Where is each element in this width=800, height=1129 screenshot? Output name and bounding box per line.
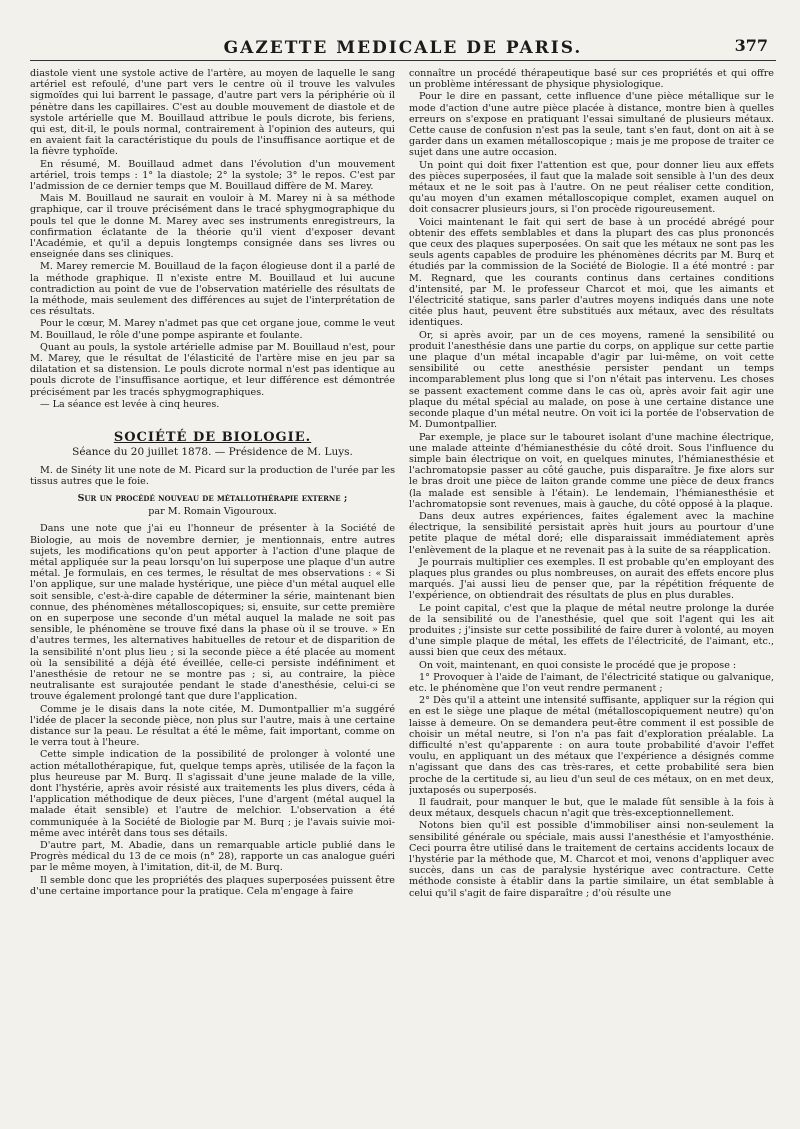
paragraph: Mais M. Bouillaud ne saurait en vouloir à M. Marey ni à sa méthode graphique, car il trouve précisément dans le tracé sphygmographique du pouls tel que le donne M. Marey avec ses instruments enregistreurs, la confirmation éclatante de la théorie qu'il vient d'exposer devant l'Académie, et qu'il a depuis longtemps consignée dans ses livres ou enseignée dans ses cliniques. [30, 193, 395, 261]
paragraph: Cette simple indication de la possibilité de prolonger à volonté une action métallothérapique, fut, quelque temps après, utilisée de la façon la plus heureuse par M. Burq. Il s'agissait d'une jeune malade de la ville, dont l'hystérie, après avoir résisté aux traitements les plus divers, céda à l'application méthodique de deux pièces, l'une d'argent (métal auquel la malade était sensible) et l'autre de melchior. L'observation a été communiquée à la Société de Biologie par M. Burq ; je l'avais suivie moi-même avec intérêt dans tous ses détails. [30, 749, 395, 839]
paragraph: diastole vient une systole active de l'artère, au moyen de laquelle le sang artériel est refoulé, d'une part vers le centre où il trouve les valvules sigmoïdes qui lui barrent le passage, d'autre part vers la périphérie où il pénètre dans les capillaires. C'est au double mouvement de diastole et de systole artérielle que M. Bouillaud attribue le pouls dicrote, bis feriens, qui est, dit-il, le pouls normal, contrairement à l'opinion des auteurs, qui en avaient fait la caractéristique du pouls de l'insuffisance aortique et de la fièvre typhoïde. [30, 68, 395, 158]
session-line: Séance du 20 juillet 1878. — Présidence de M. Luys. [72, 446, 353, 459]
paragraph: Le point capital, c'est que la plaque de métal neutre prolonge la durée de la sensibilité ou de l'anesthésie, quel que soit l'agent qui les ait produites ; j'insiste sur cette possibilité de faire durer à volonté, au moyen d'une simple plaque de métal, les effets de l'électricité, de l'aimant, etc., aussi bien que ceux des métaux. [409, 602, 774, 659]
paragraph: D'autre part, M. Abadie, dans un remarquable article publié dans le Progrès médical du 13 de ce mois (n° 28), rapporte un cas analogue guéri par le même moyen, à l'imitation, dit-il, de M. Burq. [30, 840, 395, 874]
paragraph: Pour le dire en passant, cette influence d'une pièce métallique sur le mode d'action d'une autre pièce placée à distance, montre bien à quelles erreurs on s'expose en pratiquant l'essai simultané de plusieurs métaux. Cette cause de confusion n'est pas la seule, tant s'en faut, dont on ait à se garder dans un examen métalloscopique ; mais je me propose de traiter ce sujet dans une autre occasion. [409, 91, 774, 159]
paragraph: Il faudrait, pour manquer le but, que le malade fût sensible à la fois à deux métaux, desquels chacun n'agit que très-exceptionnellement. [409, 797, 774, 820]
paragraph: — La séance est levée à cinq heures. [40, 398, 220, 410]
paragraph: En résumé, M. Bouillaud admet dans l'évolution d'un mouvement artériel, trois temps : 1° la diastole; 2° la systole; 3° le repos. C'est par l'admission de ce dernier temps que M. Bouillaud diffère de M. Marey. [30, 158, 395, 193]
paragraph: Dans deux autres expériences, faites également avec la machine électrique, la sensibilité persistait après huit jours au pourtour d'une petite plaque de métal doré; elle disparaissait immédiatement après l'enlèvement de la plaque et ne revenait pas à la suite de sa réapplication. [409, 510, 774, 556]
paragraph: Je pourrais multiplier ces exemples. Il est probable qu'en employant des plaques plus grandes ou plus nombreuses, on aurait des effets encore plus marqués. J'ai aussi lieu de penser que, par la répétition fréquente de l'expérience, on obtiendrait des résultats de plus en plus durables. [409, 556, 774, 602]
paragraph: Par exemple, je place sur le tabouret isolant d'une machine électrique, une malade atteinte d'hémianesthésie du côté droit. Sous l'influence du simple bain électrique on voit, en quelques minutes, l'hémianesthésie et l'achromatopsie passer au côté gauche, puis disparaître. Je fixe alors sur le bras droit une pièce de laiton grande comme une pièce de deux francs (la malade est sensible à l'étain). Le lendemain, l'hémianesthésie et l'achromatopsie sont revenues, mais à gauche, du côté opposé à la plaque. [409, 431, 774, 510]
article-subtitle: Sur un procédé nouveau de métallothérapie externe ; [77, 492, 348, 504]
page-header [30, 22, 776, 58]
paragraph: Voici maintenant le fait qui sert de base à un procédé abrégé pour obtenir des effets semblables et dans la plupart des cas plus prononcés que ceux des plaques superposées. On sait que les métaux ne sont pas les seuls agents capables de produire les phénomènes décrits par M. Burq et étudiés par la commission de la Société de Biologie. Il a été montré : par M. Regnard, que les courants continus dans certaines conditions d'intensité, par M. le professeur Charcot et moi, que les aimants et l'électricité statique, sans parler d'autres moyens indiqués dans une note citée plus haut, peuvent être substitués aux métaux, avec des résultats identiques. [409, 216, 774, 329]
paragraph: Pour le cœur, M. Marey n'admet pas que cet organe joue, comme le veut M. Bouillaud, le rôle d'une pompe aspirante et foulante. [30, 318, 395, 341]
paragraph: Comme je le disais dans la note citée, M. Dumontpallier m'a suggéré l'idée de placer la seconde pièce, non plus sur l'autre, mais à une certaine distance sur la peau. Le résultat a été le même, fait important, comme on le verra tout à l'heure. [30, 703, 395, 749]
paragraph: Or, si après avoir, par un de ces moyens, ramené la sensibilité ou produit l'anesthésie dans une partie du corps, on applique sur cette partie une plaque d'un métal incapable d'agir par lui-même, on voit cette sensibilité ou cette anesthésie persister pendant un temps incomparablement plus long que si l'on n'était pas intervenu. Les choses se passent exactement comme dans le cas où, après avoir fait agir une plaque du métal spécial au malade, on pose à une certaine distance une seconde plaque d'un métal neutre. On voit ici la portée de l'observation de M. Dumontpallier. [409, 329, 774, 431]
paragraph: M. Marey remercie M. Bouillaud de la façon élogieuse dont il a parlé de la méthode graphique. Il n'existe entre M. Bouillaud et lui aucune contradiction au point de vue de l'observation matérielle des résultats de la méthode, mais seulement des différences au sujet de l'interprétation de ces résultats. [30, 261, 395, 318]
note-paragraph: M. de Sinéty lit une note de M. Picard sur la production de l'urée par les tissus autres que le foie. [30, 464, 395, 487]
paragraph: 2° Dès qu'il a atteint une intensité suffisante, appliquer sur la région qui en est le siège une plaque de métal (métalloscopiquement neutre) qu'on laisse à demeure. On se demandera peut-être comment il est possible de choisir un métal neutre, si l'on n'a pas fait d'exploration préalable. La difficulté n'est qu'apparente : on aura toute probabilité d'avoir l'effet voulu, en appliquant un des métaux que l'expérience a désignés comme n'agissant que dans des cas très-rares, et cette probabilité sera bien proche de la certitude si, au lieu d'un seul de ces métaux, on en met deux, juxtaposés ou superposés. [409, 695, 774, 796]
paragraph: On voit, maintenant, en quoi consiste le procédé que je propose : [419, 659, 737, 671]
paragraph: Notons bien qu'il est possible d'immobiliser ainsi non-seulement la sensibilité générale ou spéciale, mais aussi l'anesthésie et l'amyosthénie. Ceci pourra être utilisé dans le traitement de certains accidents locaux de l'hystérie par la méthode que, M. Charcot et moi, venons d'appliquer avec succès, dans un cas de paralysie hystérique avec contracture. Cette méthode consiste à établir dans la partie similaire, un état semblable à celui qu'il s'agit de faire disparaître ; d'où résulte une [409, 820, 774, 899]
page-number: 377 [734, 36, 768, 55]
two-column-body [30, 68, 776, 1116]
paragraph: Quant au pouls, la systole artérielle admise par M. Bouillaud n'est, pour M. Marey, que le résultat de l'élasticité de l'artère mise en jeu par sa dilatation et sa distension. Le pouls dicrote normal n'est pas identique au pouls dicrote de l'insuffisance aortique, et leur différence est démontrée précisément par les tracés sphygmographiques. [30, 341, 395, 398]
paragraph: 1° Provoquer à l'aide de l'aimant, de l'électricité statique ou galvanique, etc. le phénomène que l'on veut rendre permanent ; [409, 671, 774, 694]
journal-title: GAZETTE MEDICALE DE PARIS. [223, 38, 583, 58]
paragraph: Dans une note que j'ai eu l'honneur de présenter à la Société de Biologie, au mois de novembre dernier, je mentionnais, entre autres sujets, les modifications qu'on peut apporter à l'action d'une plaque de métal appliquée sur la peau lorsqu'on lui superpose une plaque d'un autre métal. Je formulais, en ces termes, le résultat de mes observations : « Si l'on applique, sur une malade hystérique, une pièce d'un métal auquel elle soit sensible, c'est-à-dire capable de déterminer la série, maintenant bien connue, des phénomènes métalloscopiques; si, ensuite, sur cette première on en superpose une seconde d'un métal auquel la malade ne soit pas sensible, le phénomène se trouve fixé dans la phase où il se trouve. » En d'autres termes, les alternatives habituelles de retour et de disparition de la sensibilité n'ont plus lieu ; si la seconde pièce a été placée au moment où la sensibilité a déjà été éveillée, celle-ci persiste indéfiniment et l'anesthésie de retour ne se montre pas ; si, au contraire, la pièce neutralisante est surajoutée pendant le stade d'anesthésie, celui-ci se trouve également prolongé tant que dure l'application. [30, 523, 395, 703]
header-rule [30, 60, 776, 61]
right-column [409, 68, 774, 1116]
paragraph: Un point qui doit fixer l'attention est que, pour donner lieu aux effets des pièces superposées, il faut que la malade soit sensible à l'un des deux métaux et ne le soit pas à l'autre. On ne peut réaliser cette condition, qu'au moyen d'un examen métalloscopique complet, examen auquel on doit consacrer plusieurs jours, si l'on procède rigoureusement. [409, 159, 774, 216]
left-column [30, 68, 395, 1116]
section-title: SOCIÉTÉ DE BIOLOGIE. [113, 430, 312, 446]
paragraph: connaître un procédé thérapeutique basé sur ces propriétés et qui offre un problème intéressant de physique physiologique. [409, 68, 774, 91]
article-author: par M. Romain Vigouroux. [148, 506, 277, 518]
paragraph: Il semble donc que les propriétés des plaques superposées puissent être d'une certaine importance pour la pratique. Cela m'engage à faire [30, 874, 395, 897]
